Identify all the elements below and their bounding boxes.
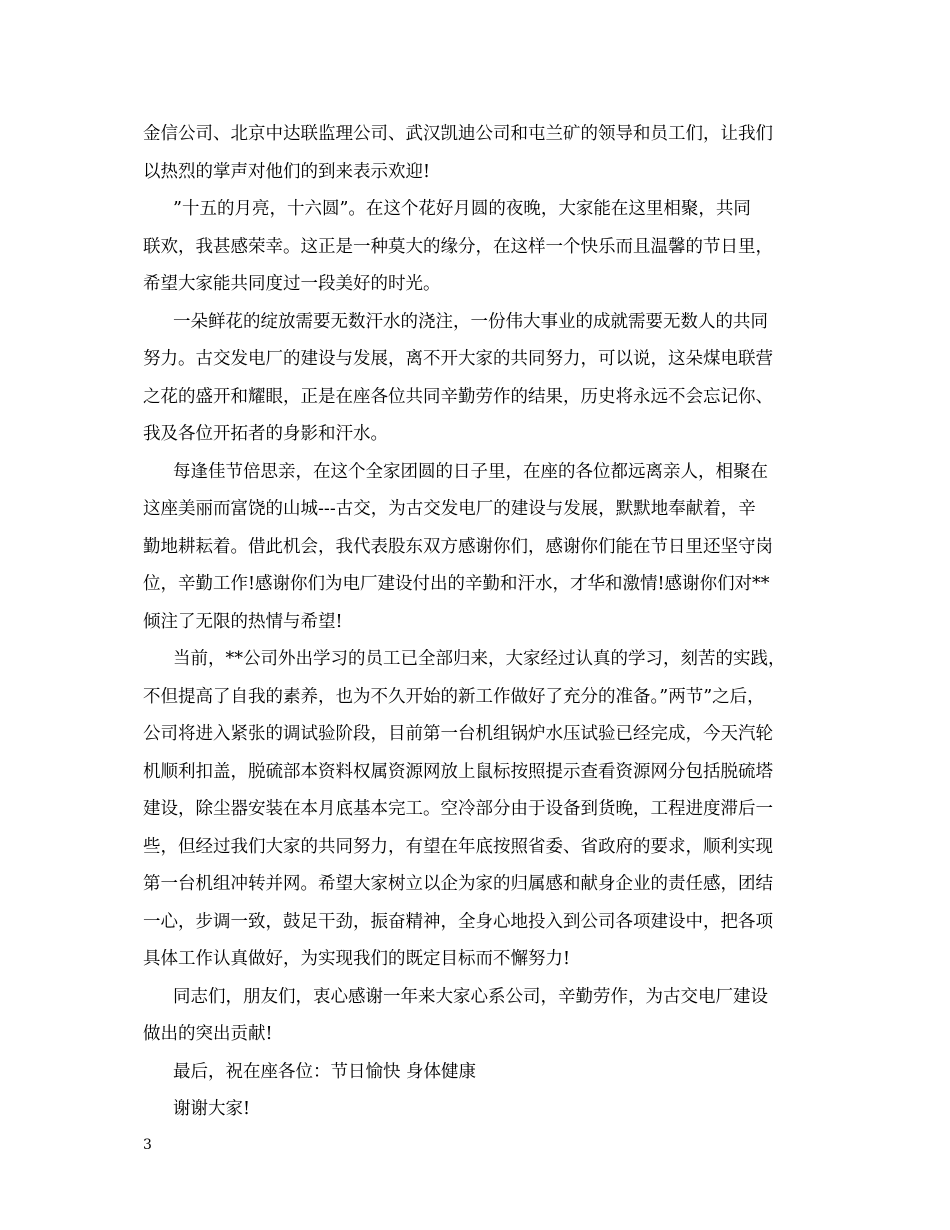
text-line: 我及各位开拓者的身影和汗水。 — [143, 424, 388, 444]
text-line: 努力。古交发电厂的建设与发展，离不开大家的共同努力，可以说，这朵煤电联营 — [143, 349, 773, 369]
text-line: 之花的盛开和耀眼，正是在座各位共同辛勤劳作的结果，历史将永远不会忘记你、 — [143, 386, 773, 407]
text-line: 希望大家能共同度过一段美好的时光。 — [143, 274, 441, 294]
text-line: 建设，除尘器安装在本月底基本完工。空冷部分由于设备到货晚，工程进度滞后一 — [143, 799, 773, 819]
document-body — [143, 116, 823, 1129]
text-line: 位，辛勤工作!感谢你们为电厂建设付出的辛勤和汗水，才华和激情!感谢你们对** — [143, 574, 770, 594]
text-line: 同志们，朋友们，衷心感谢一年来大家心系公司，辛勤劳作，为古交电厂建设 — [173, 986, 768, 1007]
text-line: 机顺利扣盖，脱硫部本资料权属资源网放上鼠标按照提示查看资源网分包括脱硫塔 — [143, 761, 773, 782]
text-line: 第一台机组冲转并网。希望大家树立以企为家的归属感和献身企业的责任感，团结 — [143, 874, 773, 894]
text-line: 具体工作认真做好，为实现我们的既定目标而不懈努力! — [143, 949, 571, 969]
text-line: 以热烈的掌声对他们的到来表示欢迎! — [143, 161, 431, 182]
text-line: ”十五的月亮，十六圆”。在这个花好月圆的夜晚，大家能在这里相聚，共同 — [173, 199, 751, 219]
text-line: 倾注了无限的热情与希望! — [143, 611, 343, 632]
text-line: 做出的突出贡献! — [143, 1024, 273, 1044]
text-line: 一心，步调一致，鼓足干劲，振奋精神，全身心地投入到公司各项建设中，把各项 — [143, 911, 773, 932]
text-line: 一朵鲜花的绽放需要无数汗水的浇注，一份伟大事业的成就需要无数人的共同 — [173, 311, 768, 332]
text-line: 当前，**公司外出学习的员工已全部归来，大家经过认真的学习，刻苦的实践， — [173, 649, 786, 669]
text-line: 些，但经过我们大家的共同努力，有望在年底按照省委、省政府的要求，顺利实现 — [143, 836, 773, 857]
text-line: 谢谢大家! — [173, 1099, 251, 1119]
text-line: 不但提高了自我的素养，也为不久开始的新工作做好了充分的准备。”两节”之后， — [143, 686, 765, 707]
text-line: 金信公司、北京中达联监理公司、武汉凯迪公司和屯兰矿的领导和员工们，让我们 — [143, 124, 773, 144]
text-line: 联欢，我甚感荣幸。这正是一种莫大的缘分，在这样一个快乐而且温馨的节日里， — [143, 236, 773, 257]
page-number: 3 — [143, 1137, 152, 1153]
text-line: 这座美丽而富饶的山城---古交，为古交发电厂的建设与发展，默默地奉献着，辛 — [143, 499, 756, 519]
text-line: 每逢佳节倍思亲，在这个全家团圆的日子里，在座的各位都远离亲人，相聚在 — [173, 461, 768, 482]
text-line: 最后，祝在座各位：节日愉快 身体健康 — [173, 1061, 477, 1082]
text-line: 勤地耕耘着。借此机会，我代表股东双方感谢你们，感谢你们能在节日里还坚守岗 — [143, 536, 773, 557]
text-line: 公司将进入紧张的调试验阶段，目前第一台机组锅炉水压试验已经完成，今天汽轮 — [143, 724, 773, 744]
